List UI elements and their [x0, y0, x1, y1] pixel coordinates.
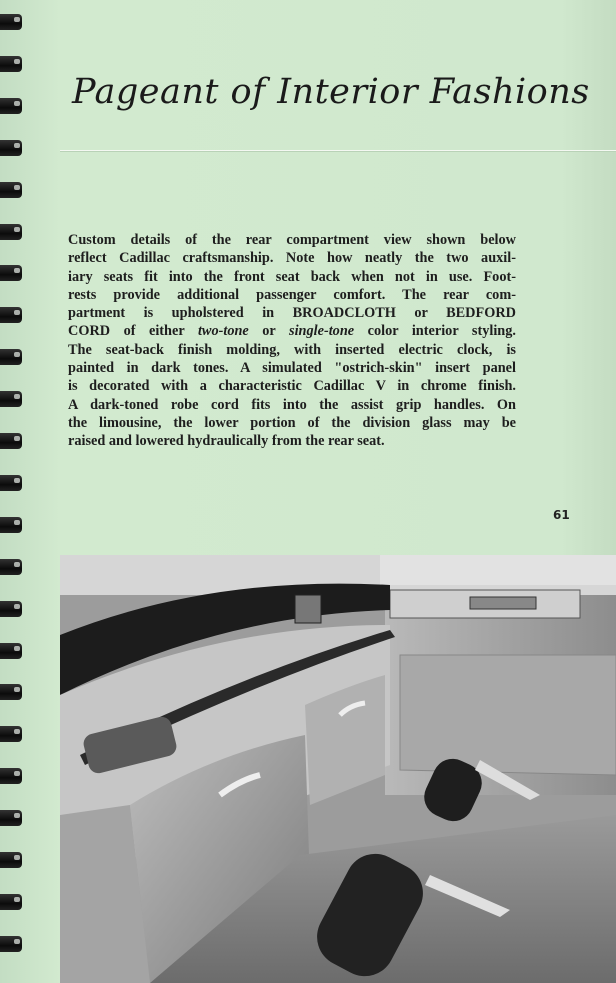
binding-ring	[0, 98, 22, 114]
page-title: Pageant of Interior Fashions	[72, 72, 590, 112]
title-divider	[60, 150, 616, 151]
binding-ring	[0, 475, 22, 491]
text-segment: or	[248, 323, 289, 340]
text-line: the limousine, the lower portion of the division glass may be	[68, 414, 516, 431]
binding-ring	[0, 56, 22, 72]
binding-ring	[0, 852, 22, 868]
text-segment: color interior styling.	[354, 323, 516, 340]
binding-ring	[0, 391, 22, 407]
binding-ring	[0, 684, 22, 700]
binding-ring	[0, 517, 22, 533]
text-line: iary seats fit into the front seat back when not in use. Foot-	[68, 268, 516, 285]
binding-ring	[0, 894, 22, 910]
binding-ring	[0, 936, 22, 952]
binding-ring	[0, 643, 22, 659]
text-line	[68, 322, 516, 340]
page-number: 61	[553, 508, 570, 522]
binding-ring	[0, 182, 22, 198]
body-paragraph	[68, 231, 516, 451]
binding-ring	[0, 768, 22, 784]
text-line: raised and lowered hydraulically from the rear seat.	[68, 433, 385, 450]
binding-ring	[0, 265, 22, 281]
binding-ring	[0, 349, 22, 365]
binding-ring	[0, 726, 22, 742]
rear-compartment-photo	[60, 555, 616, 983]
text-line: is decorated with a characteristic Cadillac V in chrome finish.	[68, 378, 516, 395]
interior-photo-illustration	[60, 555, 616, 983]
text-line: partment is upholstered in BROADCLOTH or BEDFORD	[68, 305, 516, 322]
italic-text: single-tone	[289, 323, 355, 340]
text-line: reflect Cadillac craftsmanship. Note how neatly the two auxil-	[68, 250, 516, 267]
text-line: painted in dark tones. A simulated "ostrich-skin" insert panel	[68, 360, 516, 377]
binding-ring	[0, 140, 22, 156]
binding-ring	[0, 810, 22, 826]
text-line: rests provide additional passenger comfort. The rear com-	[68, 286, 516, 303]
binding-ring	[0, 224, 22, 240]
italic-text: two-tone	[197, 323, 249, 340]
text-line: A dark-toned robe cord fits into the assist grip handles. On	[68, 396, 516, 413]
binding-ring	[0, 559, 22, 575]
binding-ring	[0, 433, 22, 449]
binding-ring	[0, 307, 22, 323]
binding-ring	[0, 601, 22, 617]
spiral-binding	[0, 0, 26, 983]
text-line: The seat-back finish molding, with inserted electric clock, is	[68, 341, 516, 358]
text-segment: CORD of either	[68, 323, 198, 340]
text-line: Custom details of the rear compartment view shown below	[68, 232, 516, 248]
binding-ring	[0, 14, 22, 30]
